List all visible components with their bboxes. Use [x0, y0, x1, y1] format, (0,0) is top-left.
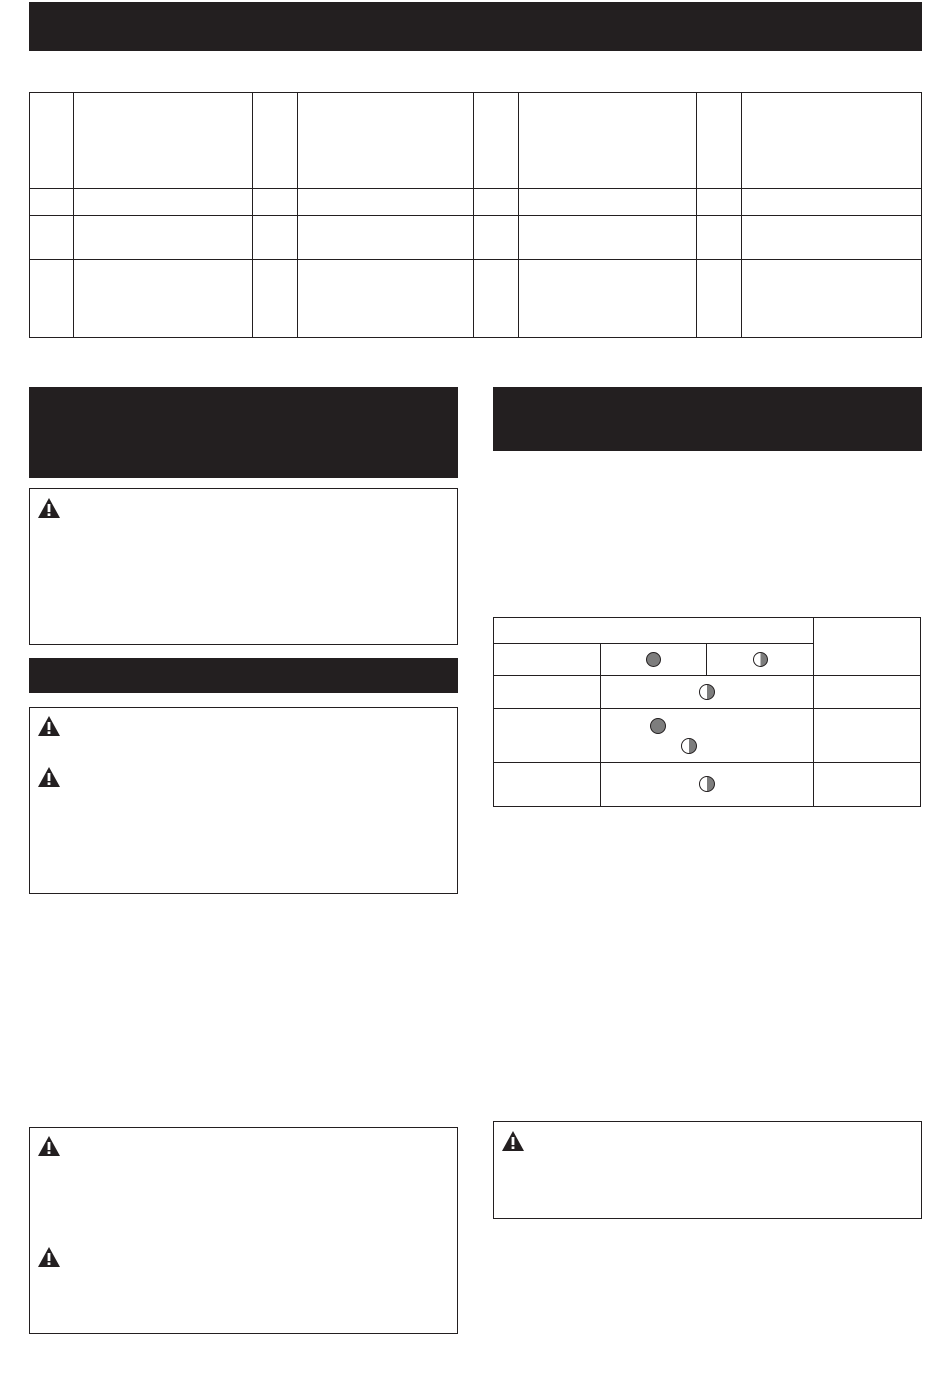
indicator-row-lamps	[600, 709, 814, 763]
warning-triangle-icon	[37, 1246, 61, 1268]
indicator-on-icon	[646, 652, 661, 667]
indicator-blink-icon	[753, 652, 768, 667]
table-cell	[697, 260, 742, 338]
table-cell	[697, 216, 742, 260]
table-cell	[519, 189, 697, 216]
warning-triangle-icon	[37, 715, 61, 737]
table-cell	[297, 93, 474, 189]
indicator-blink-icon	[699, 776, 715, 792]
table-cell	[252, 93, 297, 189]
warning-box-1	[29, 488, 458, 645]
parts-table	[29, 92, 922, 338]
warning-box-2	[29, 707, 458, 894]
indicator-row-lamps	[600, 763, 814, 807]
indicator-row-note	[814, 763, 921, 807]
table-cell	[252, 216, 297, 260]
table-cell	[297, 189, 474, 216]
warning-box-4	[493, 1121, 922, 1219]
table-cell	[474, 93, 519, 189]
table-cell	[519, 216, 697, 260]
table-cell	[519, 260, 697, 338]
lamp-blink-header-cell	[707, 644, 814, 676]
indicator-header-side	[814, 618, 921, 676]
table-cell	[519, 93, 697, 189]
table-cell	[474, 216, 519, 260]
indicator-row-label	[494, 676, 601, 709]
lamp-on-header-cell	[600, 644, 707, 676]
table-row	[494, 618, 921, 644]
table-cell	[742, 260, 922, 338]
table-row	[494, 763, 921, 807]
table-cell	[297, 260, 474, 338]
table-cell	[474, 260, 519, 338]
table-row	[494, 676, 921, 709]
table-row	[30, 189, 922, 216]
indicator-blink-icon	[681, 738, 697, 754]
table-cell	[73, 189, 252, 216]
warning-triangle-icon	[37, 1135, 61, 1157]
indicator-table	[493, 617, 921, 807]
table-row	[30, 260, 922, 338]
table-cell	[30, 93, 74, 189]
table-cell	[73, 260, 252, 338]
table-cell	[73, 93, 252, 189]
table-row	[30, 216, 922, 260]
indicator-row-lamps	[600, 676, 814, 709]
table-cell	[494, 644, 601, 676]
table-cell	[252, 189, 297, 216]
warning-triangle-icon	[37, 766, 61, 788]
warning-triangle-icon	[37, 497, 61, 519]
table-cell	[697, 93, 742, 189]
table-row	[30, 93, 922, 189]
table-cell	[742, 93, 922, 189]
indicator-row-note	[814, 676, 921, 709]
indicator-blink-icon	[699, 684, 715, 700]
table-cell	[30, 216, 74, 260]
section-c-header	[493, 387, 922, 451]
section-b-header	[29, 658, 458, 693]
table-cell	[742, 189, 922, 216]
indicator-row-label	[494, 763, 601, 807]
table-cell	[742, 216, 922, 260]
indicator-row-note	[814, 709, 921, 763]
table-cell	[73, 216, 252, 260]
section-a-header	[29, 387, 458, 478]
table-row	[494, 709, 921, 763]
indicator-on-icon	[650, 718, 666, 734]
warning-triangle-icon	[501, 1130, 525, 1152]
table-cell	[252, 260, 297, 338]
indicator-row-label	[494, 709, 601, 763]
table-cell	[474, 189, 519, 216]
table-cell	[30, 189, 74, 216]
table-cell	[297, 216, 474, 260]
table-cell	[30, 260, 74, 338]
indicator-header-main	[494, 618, 814, 644]
warning-box-3	[29, 1127, 458, 1334]
page-header-bar	[29, 2, 922, 51]
table-cell	[697, 189, 742, 216]
